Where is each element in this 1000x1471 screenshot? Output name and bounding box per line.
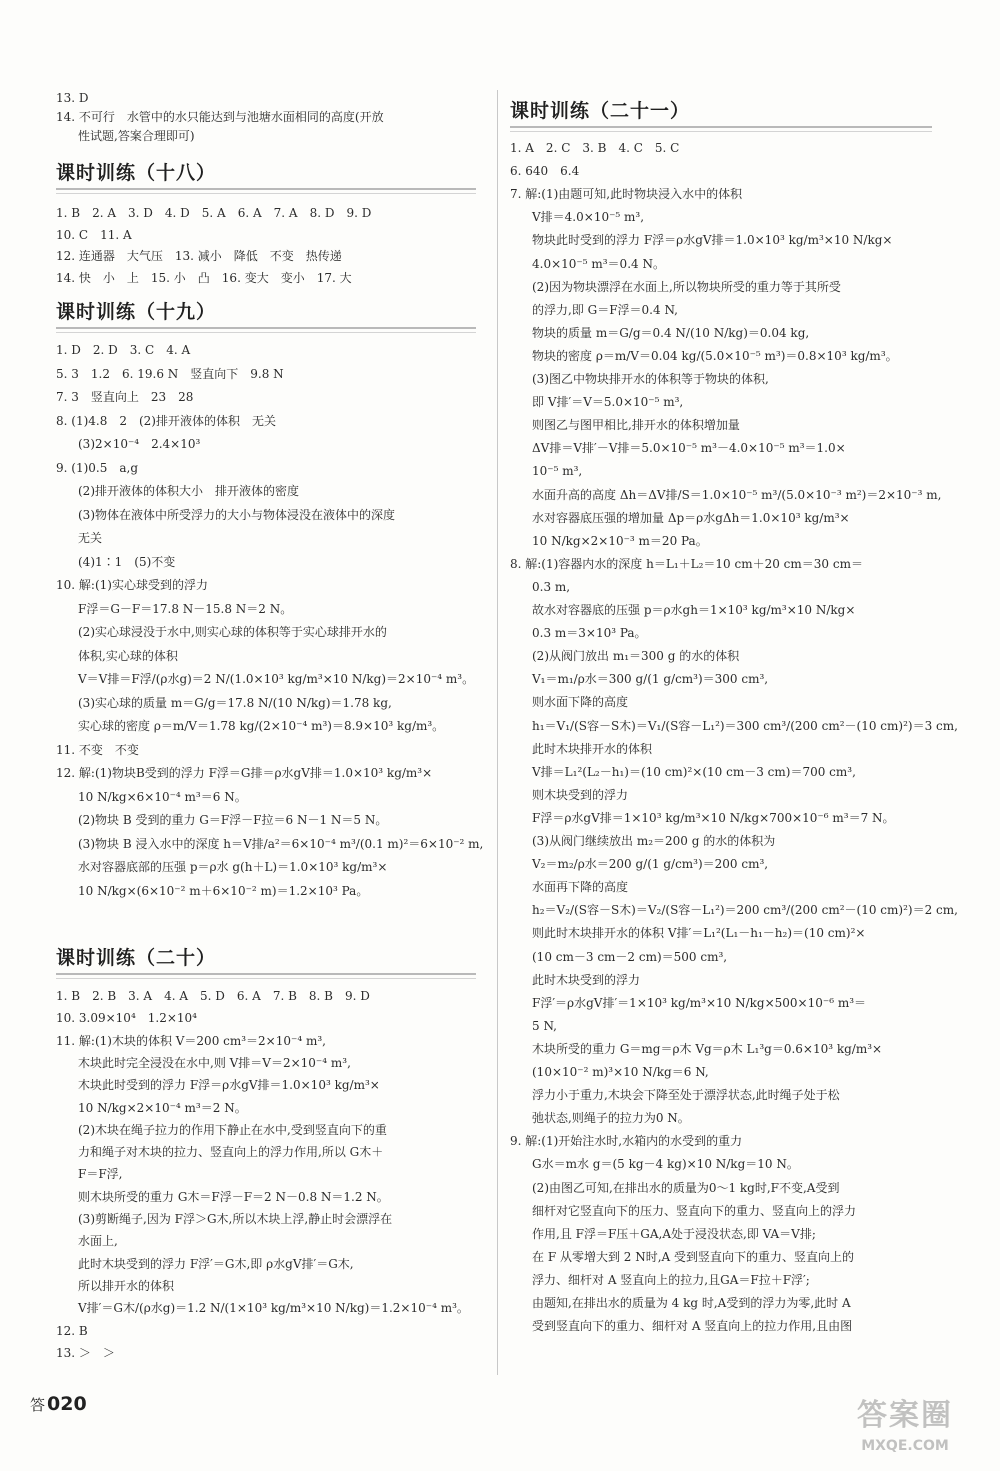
answer-line: (3)实心球的质量 m＝G/g＝17.8 N/(10 N/kg)＝1.78 kg, [78, 695, 392, 710]
answer-line: 无关 [78, 531, 103, 545]
answer-line: 11. 不变 不变 [56, 742, 139, 757]
answer-line: (3)物体在液体中所受浮力的大小与物体浸没在液体中的深度 [78, 507, 396, 522]
watermark-url: MXQE.COM [861, 1438, 949, 1454]
section-heading: 课时训练（十八） [56, 162, 217, 184]
answer-line: 物块的密度 ρ＝m/V＝0.04 kg/(5.0×10⁻⁵ m³)＝0.8×10³ kg/m³。 [532, 348, 898, 363]
answer-line: 4.0×10⁻⁵ m³＝0.4 N。 [532, 256, 665, 271]
answer-line: 6. 640 6.4 [510, 164, 580, 179]
answer-line: 水对容器底部的压强 p＝ρ水 g(h＋L)＝1.0×10³ kg/m³× [78, 860, 388, 874]
answer-line: 5 N, [532, 1018, 557, 1033]
answer-line: F＝F浮, [78, 1167, 123, 1182]
answer-line: (2)从阀门放出 m₁＝300 g 的水的体积 [532, 649, 740, 664]
answer-line: 水对容器底压强的增加量 Δp＝ρ水gΔh＝1.0×10³ kg/m³× [532, 510, 850, 525]
answer-line: 则木块受到的浮力 [532, 787, 629, 802]
page-number-prefix: 答 [30, 1396, 46, 1414]
answer-line: F浮＝G－F＝17.8 N－15.8 N＝2 N。 [78, 601, 293, 616]
answer-line: 木块此时完全浸没在水中,则 V排＝V＝2×10⁻⁴ m³, [78, 1055, 351, 1070]
answer-line: (2)由图乙可知,在排出水的质量为0～1 kg时,F不变,A受到 [532, 1180, 840, 1195]
answer-line: 浮力小于重力,木块会下降至处于漂浮状态,此时绳子处于松 [532, 1088, 840, 1103]
answer-line: 0.3 m, [532, 579, 571, 594]
page-number [30, 1393, 87, 1415]
answer-line: 此时木块受到的浮力 [532, 972, 641, 987]
answer-line: (2)木块在绳子拉力的作用下静止在水中,受到竖直向下的重 [78, 1122, 387, 1137]
answer-line: 9. 解:(1)开始注水时,水箱内的水受到的重力 [510, 1134, 743, 1149]
answer-line: 弛状态,则绳子的拉力为0 N。 [532, 1111, 690, 1126]
answer-line: 1. B 2. A 3. D 4. D 5. A 6. A 7. A 8. D 9. D [56, 206, 372, 220]
answer-line: 8. 解:(1)容器内水的深度 h＝L₁＋L₂＝10 cm＋20 cm＝30 cm＝ [510, 556, 863, 571]
answer-line: 0.3 m＝3×10³ Pa。 [532, 626, 647, 641]
answer-line: (4)1∶1 (5)不变 [78, 554, 176, 569]
answer-line: 1. B 2. B 3. A 4. A 5. D 6. A 7. B 8. B 9. D [56, 989, 370, 1003]
answer-line: 则水面下降的高度 [532, 695, 629, 710]
answer-line: 故水对容器底的压强 p＝ρ水gh＝1×10³ kg/m³×10 N/kg× [532, 603, 856, 617]
answer-line: 水面升高的高度 Δh＝ΔV排/S＝1.0×10⁻⁵ m³/(5.0×10⁻³ m²)＝2×10⁻³ m, [532, 487, 942, 502]
answer-line: (10 cm－3 cm－2 cm)＝500 cm³, [532, 949, 728, 964]
heading-rule [56, 188, 476, 194]
answer-line: 受到竖直向下的重力、细杆对 A 竖直向上的拉力作用,且由图 [532, 1319, 853, 1334]
answer-line: 则图乙与图甲相比,排开水的体积增加量 [532, 418, 740, 433]
answer-line: 实心球的密度 ρ＝m/V＝1.78 kg/(2×10⁻⁴ m³)＝8.9×10³ kg/m³。 [78, 719, 445, 733]
answer-line: 5. 3 1.2 6. 19.6 N 竖直向下 9.8 N [56, 366, 284, 381]
answer-line: 木块此时受到的浮力 F浮＝ρ水gV排＝1.0×10³ kg/m³× [78, 1078, 380, 1093]
answer-line: 由题知,在排出水的质量为 4 kg 时,A受到的浮力为零,此时 A [532, 1296, 851, 1310]
answer-line: V排＝4.0×10⁻⁵ m³, [532, 210, 645, 225]
answer-line: (2)排开液体的体积大小 排开液体的密度 [78, 484, 299, 498]
answer-line: V排＝L₁²(L₂－h₁)＝(10 cm)²×(10 cm－3 cm)＝700 cm³, [532, 764, 856, 779]
answer-line: 12. B [56, 1323, 88, 1338]
answer-line: 细杆对它竖直向下的压力、竖直向下的重力、竖直向上的浮力 [532, 1203, 857, 1218]
answer-line: 14. 快 小 上 15. 小 凸 16. 变大 变小 17. 大 [56, 270, 352, 285]
answer-line: 水面再下降的高度 [532, 880, 629, 895]
answer-line: 即 V排′＝V＝5.0×10⁻⁵ m³, [532, 395, 684, 410]
answer-line: 7. 3 竖直向上 23 28 [56, 390, 194, 404]
answer-line: 在 F 从零增大到 2 N时,A 受到竖直向下的重力、竖直向上的 [532, 1249, 855, 1264]
answer-line: 1. D 2. D 3. C 4. A [56, 343, 191, 357]
answer-line: 12. 解:(1)物块B受到的浮力 F浮＝G排＝ρ水gV排＝1.0×10³ kg/m³× [56, 766, 433, 780]
answer-line: 10 N/kg×(6×10⁻² m＋6×10⁻² m)＝1.2×10³ Pa。 [78, 883, 369, 898]
section-heading: 课时训练（二十） [56, 947, 217, 969]
answer-line: F浮′＝ρ水gV排′＝1×10³ kg/m³×10 N/kg×500×10⁻⁶ m³＝ [532, 995, 867, 1010]
answer-line: 所以排开水的体积 [78, 1278, 175, 1293]
answer-line: 此时木块排开水的体积 [532, 741, 653, 756]
answer-line: 7. 解:(1)由题可知,此时物块浸入水中的体积 [510, 187, 743, 202]
answer-line: 11. 解:(1)木块的体积 V＝200 cm³＝2×10⁻⁴ m³, [56, 1033, 326, 1048]
section-heading: 课时训练（十九） [56, 301, 217, 323]
page-number-value: 020 [47, 1393, 87, 1415]
answer-line: 性试题,答案合理即可) [78, 129, 195, 143]
answer-line: (2)物块 B 受到的重力 G＝F浮－F拉＝6 N－1 N＝5 N。 [78, 813, 388, 827]
answer-line: F浮＝ρ水gV排＝1×10³ kg/m³×10 N/kg×700×10⁻⁶ m³＝7 N。 [532, 810, 895, 825]
answer-line: ΔV排＝V排′－V排＝5.0×10⁻⁵ m³－4.0×10⁻⁵ m³＝1.0× [532, 441, 846, 456]
answer-line: 10. 解:(1)实心球受到的浮力 [56, 578, 208, 592]
heading-rule [56, 973, 476, 979]
watermark-logo-text: 答案圈 [857, 1398, 953, 1433]
answer-line: 力和绳子对木块的拉力、竖直向上的浮力作用,所以 G木＋ [78, 1145, 384, 1160]
answer-line: 则此时木块排开水的体积 V排′＝L₁²(L₁－h₁－h₂)＝(10 cm)²× [532, 926, 866, 941]
answer-line: (3)图乙中物块排开水的体积等于物块的体积, [532, 372, 769, 386]
answer-line: 物块此时受到的浮力 F浮＝ρ水gV排＝1.0×10³ kg/m³×10 N/kg× [532, 233, 893, 248]
answer-line: (3)从阀门继续放出 m₂＝200 g 的水的体积为 [532, 834, 776, 848]
answer-line: V₁＝m₁/ρ水＝300 g/(1 g/cm³)＝300 cm³, [532, 672, 769, 687]
answer-line: (2)实心球浸没于水中,则实心球的体积等于实心球排开水的 [78, 625, 387, 639]
answer-line: 则木块所受的重力 G木＝F浮－F＝2 N－0.8 N＝1.2 N。 [78, 1189, 389, 1204]
answer-line: V＝V排＝F浮/(ρ水g)＝2 N/(1.0×10³ kg/m³×10 N/kg)＝2×10⁻⁴ m³。 [78, 672, 475, 686]
answer-line: V排′＝G木/(ρ水g)＝1.2 N/(1×10³ kg/m³×10 N/kg)＝1.2×10⁻⁴ m³。 [78, 1301, 469, 1316]
answer-line: 木块所受的重力 G＝mg＝ρ木 Vg＝ρ木 L₁³g＝0.6×10³ kg/m³× [532, 1041, 883, 1056]
answer-line: 10. 3.09×10⁴ 1.2×10⁴ [56, 1011, 197, 1026]
answer-line: (10×10⁻² m)³×10 N/kg＝6 N, [532, 1065, 709, 1079]
answer-line: (3)剪断绳子,因为 F浮＞G木,所以木块上浮,静止时会漂浮在 [78, 1212, 393, 1226]
answer-line: (3)2×10⁻⁴ 2.4×10³ [78, 437, 201, 451]
answer-line: 12. 连通器 大气压 13. 减小 降低 不变 热传递 [56, 249, 342, 263]
heading-rule [56, 327, 476, 333]
answer-line: 的浮力,即 G＝F浮＝0.4 N, [532, 302, 678, 317]
heading-rule [510, 126, 932, 132]
answer-line: 1. A 2. C 3. B 4. C 5. C [510, 141, 680, 155]
answer-line: 10⁻⁵ m³, [532, 464, 583, 479]
answer-line: 9. (1)0.5 a,g [56, 460, 138, 475]
answer-line: 13. ＞ ＞ [56, 1345, 115, 1360]
answer-line: h₂＝V₂/(S容－S木)＝V₂/(S容－L₁²)＝200 cm³/(200 cm²－(10 cm)²)＝2 cm, [532, 903, 958, 918]
section-heading: 课时训练（二十一） [510, 100, 691, 122]
answer-line: 水面上, [78, 1234, 118, 1249]
answer-line: 8. (1)4.8 2 (2)排开液体的体积 无关 [56, 413, 276, 428]
answer-line: 10 N/kg×2×10⁻⁴ m³＝2 N。 [78, 1100, 247, 1115]
answer-line: 物块的质量 m＝G/g＝0.4 N/(10 N/kg)＝0.04 kg, [532, 325, 810, 340]
answer-line: 10 N/kg×6×10⁻⁴ m³＝6 N。 [78, 789, 247, 804]
answer-line: 10 N/kg×2×10⁻³ m＝20 Pa。 [532, 533, 708, 548]
answer-line: G水＝m水 g＝(5 kg－4 kg)×10 N/kg＝10 N。 [532, 1157, 799, 1172]
answer-line: h₁＝V₁/(S容－S木)＝V₁/(S容－L₁²)＝300 cm³/(200 cm²－(10 cm)²)＝3 cm, [532, 718, 958, 733]
watermark-logo [830, 1390, 980, 1460]
answer-line: V₂＝m₂/ρ水＝200 g/(1 g/cm³)＝200 cm³, [532, 857, 769, 872]
answer-line: 14. 不可行 水管中的水只能达到与池塘水面相同的高度(开放 [56, 110, 384, 124]
answer-line: 13. D [56, 91, 89, 105]
answer-line: (2)因为物块漂浮在水面上,所以物块所受的重力等于其所受 [532, 279, 841, 294]
answer-line: 浮力、细杆对 A 竖直向上的拉力,且GA＝F拉＋F浮′; [532, 1272, 810, 1287]
answer-line: 10. C 11. A [56, 227, 132, 242]
answer-line: (3)物块 B 浸入水中的深度 h＝V排/a²＝6×10⁻⁴ m³/(0.1 m)²＝6×10⁻² m, [78, 836, 484, 851]
answer-line: 体积,实心球的体积 [78, 648, 178, 663]
answer-line: 作用,且 F浮＝F压＋GA,A处于浸没状态,即 VA＝V排; [532, 1226, 816, 1241]
column-divider [497, 90, 498, 1375]
answer-line: 此时木块受到的浮力 F浮′＝G木,即 ρ水gV排′＝G木, [78, 1256, 354, 1271]
